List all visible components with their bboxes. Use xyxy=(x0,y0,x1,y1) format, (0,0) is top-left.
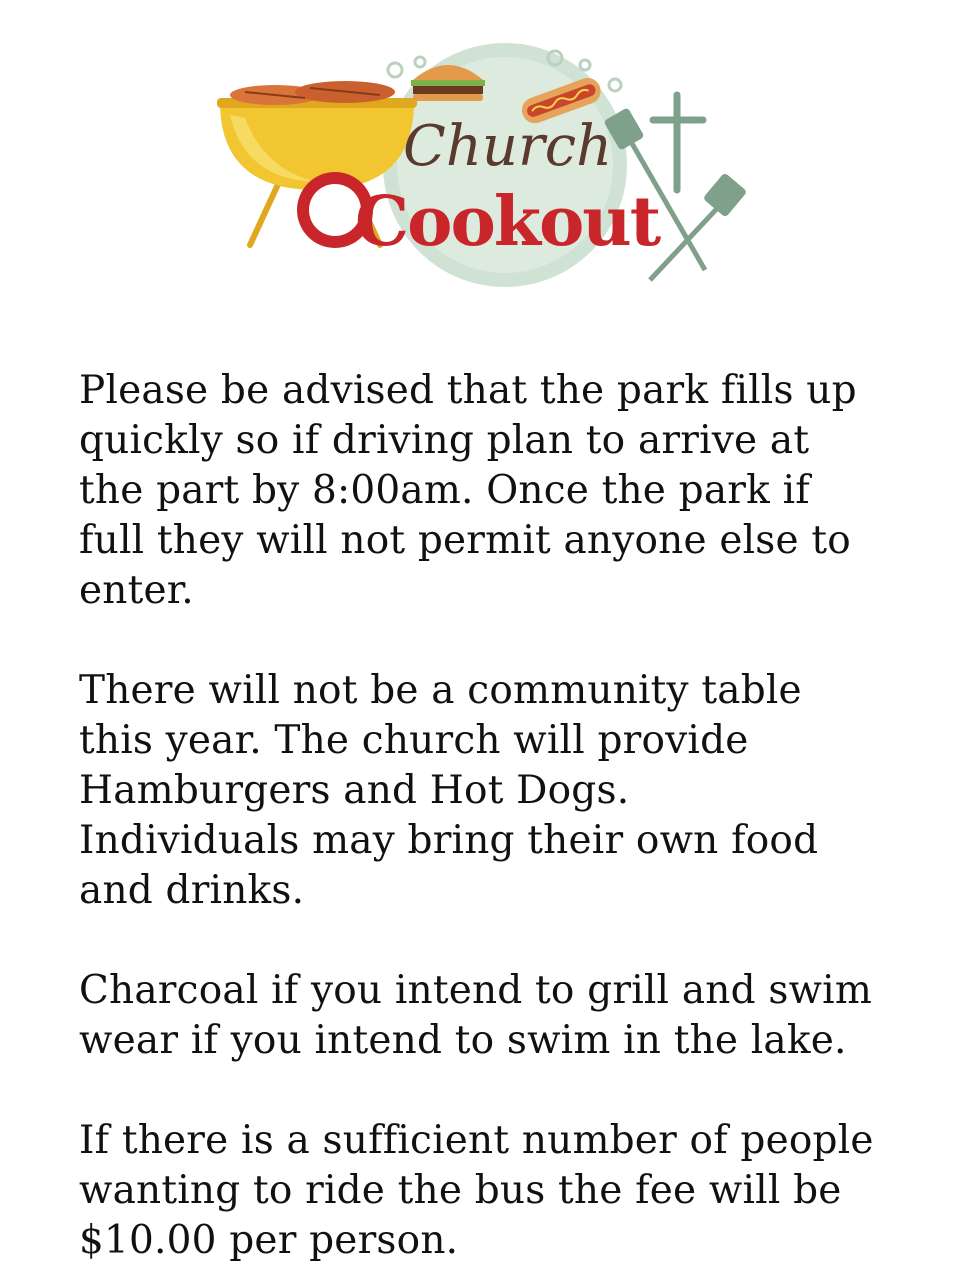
church-script-text: Church xyxy=(403,114,613,179)
food-notice-paragraph: There will not be a community table this year. The church will provide Hamburgers and Hot Dogs. Individuals may bring their own food and drinks. xyxy=(79,668,819,913)
church-cookout-banner xyxy=(205,40,750,295)
bring-items-paragraph: Charcoal if you intend to grill and swim wear if you intend to swim in the lake. xyxy=(79,968,873,1063)
cross-icon xyxy=(653,95,703,190)
flyer-body xyxy=(79,366,959,1266)
bus-fee-paragraph: If there is a sufficient number of people wanting to ride the bus the fee will be $10.00 per person. xyxy=(79,1118,874,1263)
parking-notice-paragraph: Please be advised that the park fills up quickly so if driving plan to arrive at the part by 8:00am. Once the park if full they will not permit anyone else to enter. xyxy=(79,368,857,613)
cookout-title-text: Cookout xyxy=(355,182,660,262)
banner-illustration xyxy=(205,40,750,295)
